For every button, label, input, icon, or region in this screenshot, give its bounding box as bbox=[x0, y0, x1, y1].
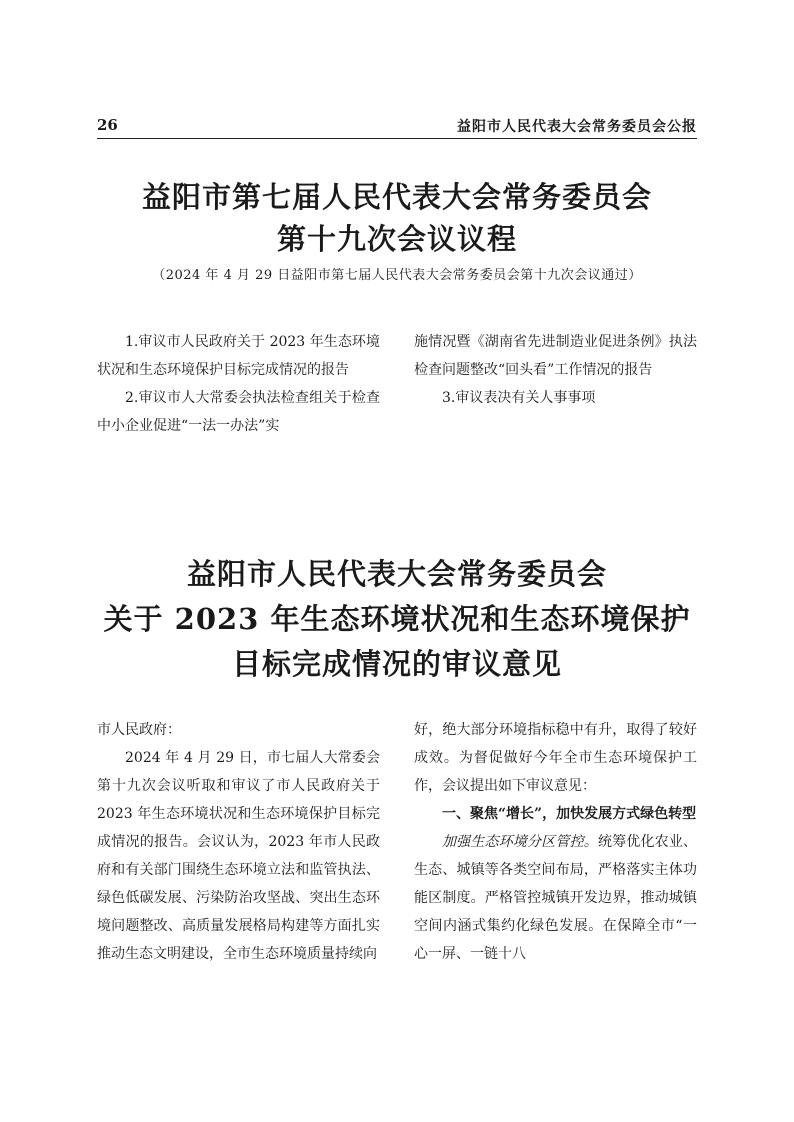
opinion-title-line-1: 益阳市人民代表大会常务委员会 bbox=[186, 557, 607, 591]
page-header bbox=[97, 114, 697, 139]
opinion-column-left bbox=[97, 716, 380, 968]
agenda-item-1: 1.审议市人民政府关于 2023 年生态环境状况和生态环境保护目标完成情况的报告 bbox=[97, 334, 380, 378]
agenda-column-left bbox=[97, 328, 380, 440]
opinion-title-line-3: 目标完成情况的审议意见 bbox=[231, 647, 562, 681]
section-heading-1: 一、聚焦“增长”，加快发展方式绿色转型 bbox=[442, 806, 697, 822]
journal-name: 益阳市人民代表大会常务委员会公报 bbox=[457, 119, 697, 135]
paragraph-body: 统筹优化农业、生态、城镇等各类空间布局，严格落实主体功能区制度。严格管控城镇开发边界，推动城镇空间内涵式集约化绿色发展。在保障全市“一心一屏、一链十八 bbox=[414, 834, 698, 962]
agenda-column-right bbox=[414, 328, 697, 412]
agenda-title-line-1: 益阳市第七届人民代表大会常务委员会 bbox=[141, 180, 652, 214]
agenda-title-block bbox=[97, 176, 697, 283]
agenda-item-2-cont: 施情况暨《湖南省先进制造业促进条例》执法检查问题整改“回头看”工作情况的报告 bbox=[414, 334, 697, 378]
agenda-item-2: 2.审议市人大常委会执法检查组关于检查中小企业促进“一法一办法”实 bbox=[97, 390, 380, 434]
agenda-subtitle: （2024 年 4 月 29 日益阳市第七届人民代表大会常务委员会第十九次会议通过） bbox=[152, 268, 642, 283]
agenda-title-line-2: 第十九次会议议程 bbox=[276, 222, 517, 256]
opinion-title-block bbox=[97, 552, 697, 687]
page-number: 26 bbox=[97, 116, 118, 134]
opinion-paragraph-1-cont: 好，绝大部分环境指标稳中有升，取得了较好成效。为督促做好今年全市生态环境保护工作，会议提出如下审议意见： bbox=[414, 722, 697, 794]
salutation: 市人民政府： bbox=[97, 722, 181, 738]
opinion-column-right bbox=[414, 716, 697, 968]
agenda-item-3: 3.审议表决有关人事事项 bbox=[442, 390, 596, 406]
paragraph-lead: 加强生态环境分区管控。 bbox=[442, 834, 598, 850]
opinion-title-line-2: 关于 2023 年生态环境状况和生态环境保护 bbox=[103, 602, 691, 636]
opinion-paragraph-2 bbox=[414, 828, 697, 968]
opinion-paragraph-1: 2024 年 4 月 29 日，市七届人大常委会第十九次会议听取和审议了市人民政府关于 2023 年生态环境状况和生态环境保护目标完成情况的报告。会议认为，2023 年市人民政府和有关部门围绕生态环境立法和监管执法、绿色低碳发展、污染防治攻坚战、突出生态环境问题整改、高质量发展格局构建等方面扎实推动生态文明建设，全市生态环境质量持续向 bbox=[97, 750, 380, 962]
